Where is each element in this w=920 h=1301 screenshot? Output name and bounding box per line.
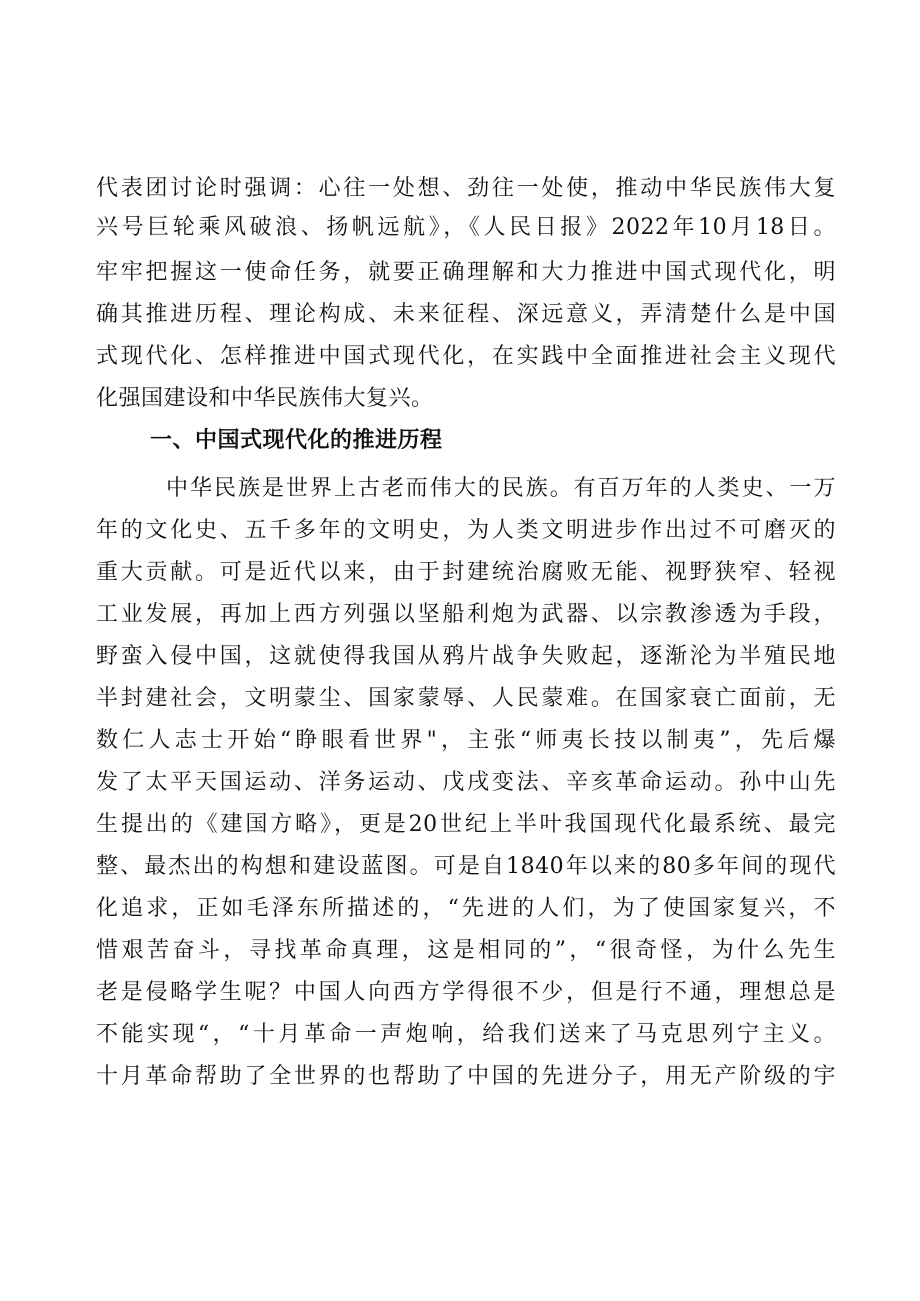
- text-line: 老是侵略学生呢？中国人向西方学得很不少，但是行不通，理想总是: [96, 980, 836, 1005]
- text-line: 代表团讨论时强调：心往一处想、劲往一处使，推动中华民族伟大复: [96, 176, 836, 201]
- text-line: 年的文化史、五千多年的文明史，为人类文明进步作出过不可磨灭的: [96, 518, 836, 543]
- text-line: 惜艰苦奋斗，寻找革命真理，这是相同的”，“很奇怪，为什么先生: [96, 938, 836, 963]
- text-line: 半封建社会，文明蒙尘、国家蒙辱、人民蒙难。在国家衰亡面前，无: [96, 686, 836, 711]
- text-line: 确其推进历程、理论构成、未来征程、深远意义，弄清楚什么是中国: [96, 302, 836, 327]
- text-line: 中华民族是世界上古老而伟大的民族。有百万年的人类史、一万: [166, 476, 836, 501]
- text-line: 化强国建设和中华民族伟大复兴。: [96, 386, 434, 411]
- text-line: 十月革命帮助了全世界的也帮助了中国的先进分子，用无产阶级的宇: [96, 1064, 836, 1089]
- section-heading: 一、中国式现代化的推进历程: [150, 428, 443, 453]
- text-line: 重大贡献。可是近代以来，由于封建统治腐败无能、视野狭窄、轻视: [96, 560, 836, 585]
- text-line: 式现代化、怎样推进中国式现代化，在实践中全面推进社会主义现代: [96, 344, 836, 369]
- text-line: 不能实现“，“十月革命一声炮响，给我们送来了马克思列宁主义。: [96, 1022, 836, 1047]
- text-line: 野蛮入侵中国，这就使得我国从鸦片战争失败起，逐渐沦为半殖民地: [96, 644, 836, 669]
- text-line: 牢牢把握这一使命任务，就要正确理解和大力推进中国式现代化，明: [96, 260, 836, 285]
- text-line: 兴号巨轮乘风破浪、扬帆远航》，《人民日报》2022年10月18日。: [96, 215, 836, 240]
- text-line: 数仁人志士开始“睁眼看世界"，主张“师夷长技以制夷”，先后爆: [96, 728, 836, 753]
- text-line: 化追求，正如毛泽东所描述的，“先进的人们，为了使国家复兴，不: [96, 896, 836, 921]
- text-line: 发了太平天国运动、洋务运动、戊戌变法、辛亥革命运动。孙中山先: [96, 770, 836, 795]
- text-line: 整、最杰出的构想和建设蓝图。可是自1840年以来的80多年间的现代: [96, 854, 836, 879]
- text-line: 工业发展，再加上西方列强以坚船利炮为武器、以宗教渗透为手段，: [96, 602, 836, 627]
- text-line: 生提出的《建国方略》，更是20世纪上半叶我国现代化最系统、最完: [96, 812, 836, 837]
